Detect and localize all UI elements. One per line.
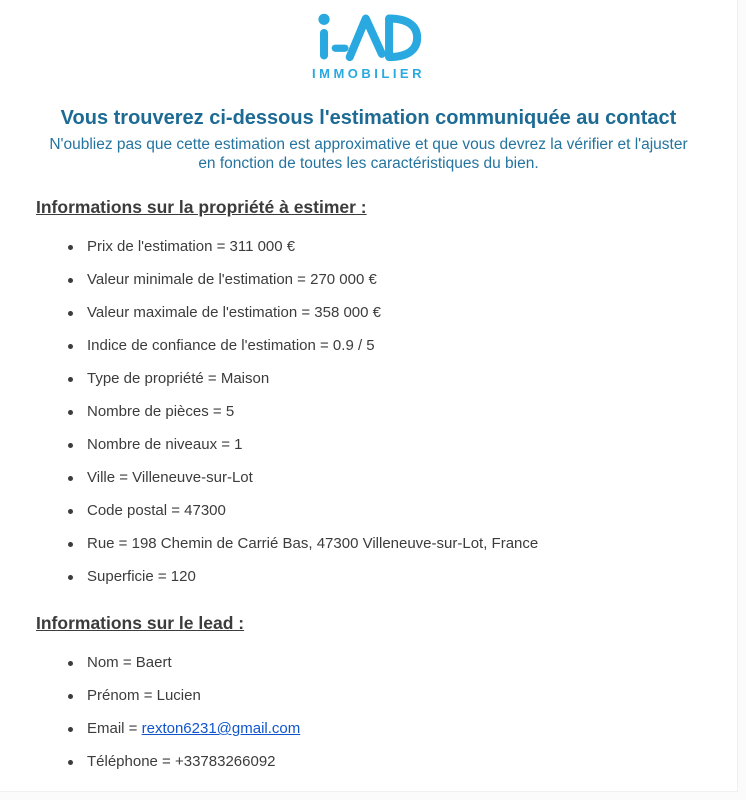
list-item-text: Type de propriété = Maison (87, 370, 270, 387)
list-item-text (87, 720, 300, 738)
list-item-text: Nombre de pièces = 5 (87, 403, 235, 420)
section-heading-property: Informations sur la propriété à estimer : (36, 197, 367, 217)
iad-logo-icon (316, 10, 422, 64)
section-property-info (36, 197, 701, 586)
list-item-superficie (68, 568, 701, 586)
list-item-ville (68, 469, 701, 487)
list-item-prenom (68, 687, 701, 705)
bullet-icon (68, 344, 73, 349)
list-item-nombre-pieces (68, 403, 701, 421)
page-title: Vous trouverez ci-dessous l'estimation communiquée au contact (60, 107, 677, 129)
list-item-nom (68, 654, 701, 672)
list-item-text: Prix de l'estimation = 311 000 € (87, 238, 296, 255)
header-subtitle-line2: en fonction de toutes les caractéristiques du bien. (198, 155, 539, 172)
bullet-icon (68, 542, 73, 547)
bullet-icon (68, 661, 73, 666)
bullet-icon (68, 245, 73, 250)
bullet-icon (68, 377, 73, 382)
bullet-icon (68, 410, 73, 415)
bullet-icon (68, 476, 73, 481)
list-item-text: Indice de confiance de l'estimation = 0.9 / 5 (87, 337, 375, 354)
list-item-email (68, 720, 701, 738)
property-info-list (36, 238, 701, 586)
list-item-telephone (68, 753, 701, 771)
list-item-text: Valeur maximale de l'estimation = 358 000 € (87, 304, 382, 321)
list-item-text: Code postal = 47300 (87, 502, 226, 519)
list-item-text: Rue = 198 Chemin de Carrié Bas, 47300 Villeneuve-sur-Lot, France (87, 535, 539, 552)
bullet-icon (68, 509, 73, 514)
list-item-indice-confiance (68, 337, 701, 355)
bullet-icon (68, 760, 73, 765)
list-item-rue (68, 535, 701, 553)
list-item-code-postal (68, 502, 701, 520)
list-item-valeur-minimale (68, 271, 701, 289)
bullet-icon (68, 311, 73, 316)
section-lead-info (36, 613, 701, 771)
list-item-prix (68, 238, 701, 256)
list-item-type-propriete (68, 370, 701, 388)
list-item-text: Ville = Villeneuve-sur-Lot (87, 469, 253, 486)
bullet-icon (68, 575, 73, 580)
email-link[interactable]: rexton6231@gmail.com (141, 720, 301, 737)
list-item-text: Valeur minimale de l'estimation = 270 000 € (87, 271, 377, 288)
list-item-text: Nom = Baert (87, 654, 172, 671)
list-item-valeur-maximale (68, 304, 701, 322)
section-heading-lead: Informations sur le lead : (36, 613, 245, 633)
header-block (0, 107, 737, 173)
logo-subtitle: IMMOBILIER (312, 66, 425, 81)
bullet-icon (68, 727, 73, 732)
lead-info-list (36, 654, 701, 771)
header-subtitle (0, 135, 737, 173)
list-item-text: Téléphone = +33783266092 (87, 753, 276, 770)
bullet-icon (68, 443, 73, 448)
brand-logo (0, 0, 737, 81)
email-label: Email = (87, 720, 142, 737)
list-item-nombre-niveaux (68, 436, 701, 454)
bullet-icon (68, 694, 73, 699)
bullet-icon (68, 278, 73, 283)
list-item-text: Nombre de niveaux = 1 (87, 436, 243, 453)
header-subtitle-line1: N'oubliez pas que cette estimation est approximative et que vous devrez la vérifier et l'ajuster (49, 136, 688, 153)
list-item-text: Prénom = Lucien (87, 687, 201, 704)
list-item-text: Superficie = 120 (87, 568, 196, 585)
